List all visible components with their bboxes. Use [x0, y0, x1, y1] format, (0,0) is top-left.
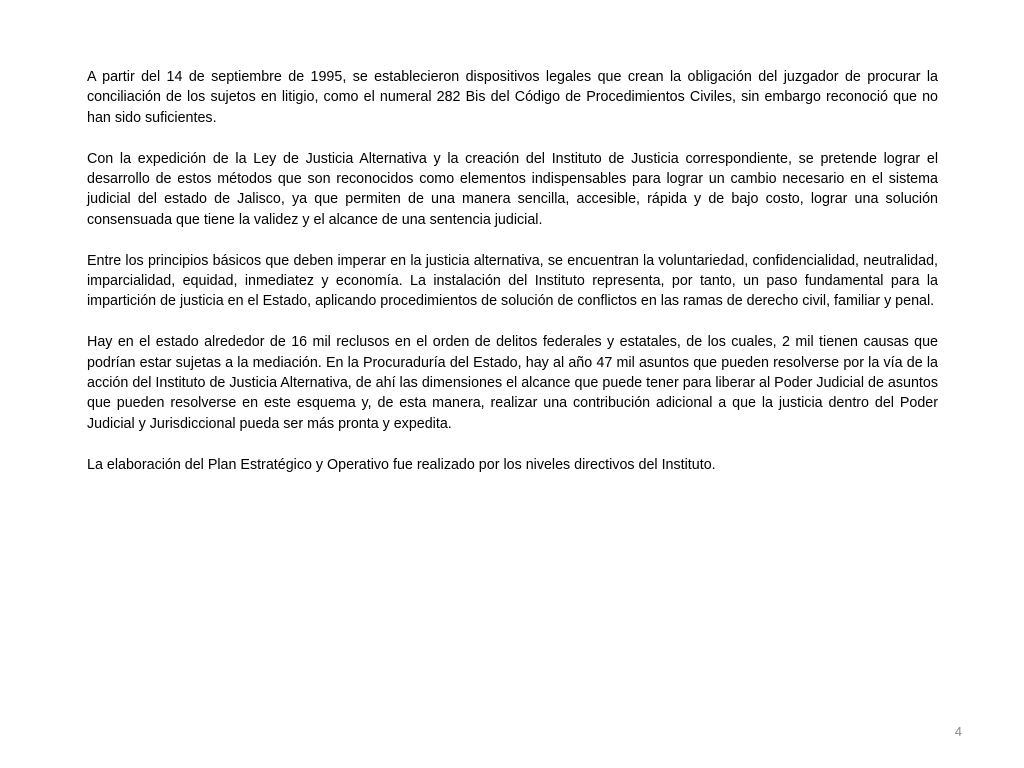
paragraph-5: La elaboración del Plan Estratégico y Operativo fue realizado por los niveles directivos del Instituto.: [87, 456, 716, 473]
paragraph-1: A partir del 14 de septiembre de 1995, se establecieron dispositivos legales que crean la obligación del juzgador de procurar la conciliación de los sujetos en litigio, como el numeral 282 Bis del Código de Procedimientos Civiles, sin embargo reconoció que no han sido suficientes.: [87, 69, 938, 126]
paragraph-2: Con la expedición de la Ley de Justicia Alternativa y la creación del Instituto de Justicia correspondiente, se pretende lograr el desarrollo de estos métodos que son reconocidos como elementos indispensables para lograr un cambio necesario en el sistema judicial del estado de Jalisco, ya que permiten de una manera sencilla, accesible, rápida y de bajo costo, lograr una solución consensuada que tiene la validez y el alcance de una sentencia judicial.: [87, 150, 938, 228]
paragraph-4: Hay en el estado alrededor de 16 mil reclusos en el orden de delitos federales y estatales, de los cuales, 2 mil tienen causas que podrían estar sujetas a la mediación. En la Procuraduría del Estado, hay al año 47 mil asuntos que pueden resolverse por la vía de la acción del Instituto de Justicia Alternativa, de ahí las dimensiones el alcance que puede tener para liberar al Poder Judicial de asuntos que pueden resolverse en este esquema y, de esta manera, realizar una contribución adicional a que la justicia dentro del Poder Judicial y Jurisdiccional pueda ser más pronta y expedita.: [87, 334, 938, 432]
paragraph-3: Entre los principios básicos que deben imperar en la justicia alternativa, se encuentran la voluntariedad, confidencialidad, neutralidad, imparcialidad, equidad, inmediatez y economía. La instalación del Instituto representa, por tanto, un paso fundamental para la impartición de justicia en el Estado, aplicando procedimientos de solución de conflictos en las ramas de derecho civil, familiar y penal.: [87, 252, 938, 310]
page-number: 4: [954, 724, 962, 739]
slide-body: [87, 67, 938, 495]
